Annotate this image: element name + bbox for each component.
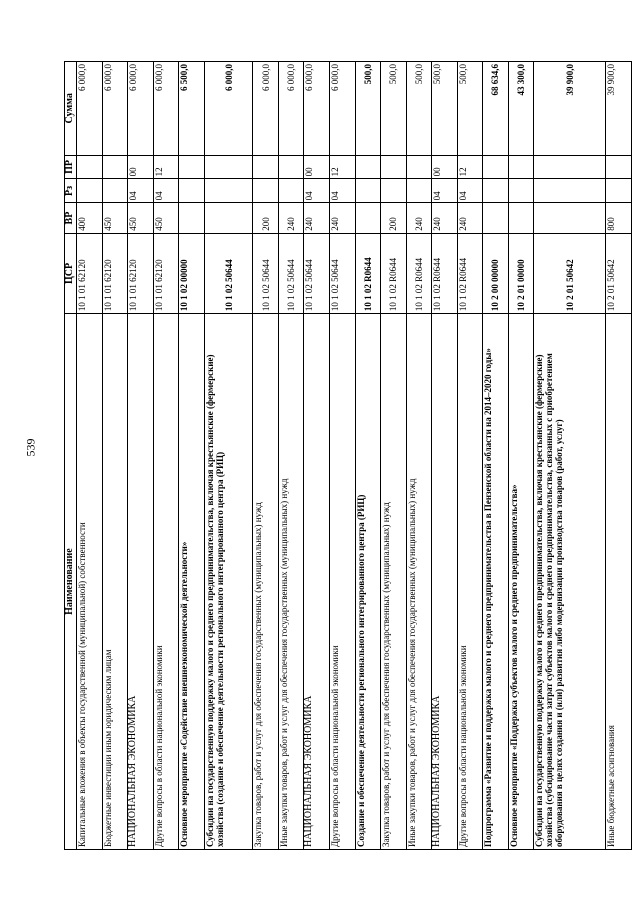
- cell-sum: 500,0: [406, 62, 432, 156]
- cell-csr: 10 1 01 62120: [102, 233, 128, 313]
- cell-sum: 6 000,0: [278, 62, 304, 156]
- cell-sum: 6 000,0: [304, 62, 330, 156]
- cell-pr: [508, 155, 534, 179]
- cell-csr: 10 1 02 R0644: [432, 233, 458, 313]
- cell-rz: [534, 179, 606, 203]
- cell-name: Другие вопросы в области национальной экономики: [330, 314, 356, 850]
- table-row: [204, 62, 253, 850]
- cell-sum: 6 000,0: [102, 62, 128, 156]
- cell-vr: 450: [128, 203, 154, 233]
- cell-vr: [508, 203, 534, 233]
- cell-sum: 6 500,0: [179, 62, 205, 156]
- cell-csr: 10 1 02 50644: [253, 233, 279, 313]
- cell-vr: 240: [457, 203, 483, 233]
- cell-rz: 04: [153, 179, 179, 203]
- cell-csr: 10 1 02 50644: [304, 233, 330, 313]
- cell-pr: [253, 155, 279, 179]
- header-name: Наименование: [65, 314, 77, 850]
- table-row: [102, 62, 128, 850]
- cell-vr: 240: [432, 203, 458, 233]
- cell-vr: 240: [406, 203, 432, 233]
- table-row: [253, 62, 279, 850]
- budget-table: [64, 61, 632, 850]
- cell-csr: 10 1 01 62120: [128, 233, 154, 313]
- cell-rz: [381, 179, 407, 203]
- cell-rz: [253, 179, 279, 203]
- cell-pr: [534, 155, 606, 179]
- header-csr: ЦСР: [65, 233, 77, 313]
- cell-rz: 04: [432, 179, 458, 203]
- cell-name: Подпрограмма «Развитие и поддержка малого и среднего предпринимательства в Пензенской области на 2014–2020 годы»: [483, 314, 509, 850]
- cell-name: Закупка товаров, работ и услуг для обеспечения государственных (муниципальных) нужд: [253, 314, 279, 850]
- cell-name: Иные закупки товаров, работ и услуг для обеспечения государственных (муниципальных) нужд: [406, 314, 432, 850]
- cell-sum: 6 000,0: [330, 62, 356, 156]
- cell-csr: 10 1 02 00000: [179, 233, 205, 313]
- table-row: [128, 62, 154, 850]
- cell-rz: [278, 179, 304, 203]
- cell-vr: [534, 203, 606, 233]
- cell-name: НАЦИОНАЛЬНАЯ ЭКОНОМИКА: [304, 314, 330, 850]
- cell-pr: [355, 155, 381, 179]
- cell-rz: [606, 179, 632, 203]
- cell-vr: 800: [606, 203, 632, 233]
- cell-name: Другие вопросы в области национальной экономики: [457, 314, 483, 850]
- cell-pr: 00: [128, 155, 154, 179]
- cell-pr: 00: [304, 155, 330, 179]
- cell-vr: 400: [77, 203, 103, 233]
- cell-pr: [483, 155, 509, 179]
- cell-sum: 68 634,6: [483, 62, 509, 156]
- cell-name: Иные закупки товаров, работ и услуг для обеспечения государственных (муниципальных) нужд: [278, 314, 304, 850]
- table-row: [153, 62, 179, 850]
- cell-sum: 500,0: [355, 62, 381, 156]
- header-pr: ПР: [65, 155, 77, 179]
- table-row: [355, 62, 381, 850]
- header-rz: Рз: [65, 179, 77, 203]
- cell-vr: 240: [304, 203, 330, 233]
- cell-vr: [204, 203, 253, 233]
- cell-rz: [179, 179, 205, 203]
- cell-csr: 10 2 01 50642: [534, 233, 606, 313]
- cell-csr: 10 1 02 R0644: [381, 233, 407, 313]
- cell-pr: [179, 155, 205, 179]
- cell-vr: 450: [102, 203, 128, 233]
- cell-rz: 04: [128, 179, 154, 203]
- cell-csr: 10 2 00 00000: [483, 233, 509, 313]
- cell-pr: [278, 155, 304, 179]
- cell-pr: 12: [457, 155, 483, 179]
- cell-csr: 10 1 02 50644: [330, 233, 356, 313]
- cell-name: Основное мероприятие «Содействие внешнеэкономической деятельности»: [179, 314, 205, 850]
- cell-csr: 10 2 01 50642: [606, 233, 632, 313]
- cell-rz: 04: [457, 179, 483, 203]
- cell-name: НАЦИОНАЛЬНАЯ ЭКОНОМИКА: [432, 314, 458, 850]
- cell-name: Субсидии на государственную поддержку малого и среднего предпринимательства, включая крестьянские (фермерские) хозяйства (создание и обеспечение деятельности регионального интегрированного центра (РИЦ): [204, 314, 253, 850]
- cell-name: НАЦИОНАЛЬНАЯ ЭКОНОМИКА: [128, 314, 154, 850]
- cell-vr: 200: [253, 203, 279, 233]
- header-vr: ВР: [65, 203, 77, 233]
- cell-rz: [406, 179, 432, 203]
- cell-csr: 10 2 01 00000: [508, 233, 534, 313]
- cell-vr: 450: [153, 203, 179, 233]
- table-header-row: [65, 62, 77, 850]
- cell-pr: 00: [432, 155, 458, 179]
- cell-sum: 6 000,0: [253, 62, 279, 156]
- cell-pr: [204, 155, 253, 179]
- cell-vr: 200: [381, 203, 407, 233]
- cell-pr: [77, 155, 103, 179]
- cell-rz: [508, 179, 534, 203]
- page-number: 539: [23, 438, 38, 457]
- cell-vr: [355, 203, 381, 233]
- cell-csr: 10 1 02 50644: [278, 233, 304, 313]
- cell-sum: 6 000,0: [204, 62, 253, 156]
- cell-sum: 39 900,0: [606, 62, 632, 156]
- cell-csr: 10 1 02 R0644: [457, 233, 483, 313]
- cell-sum: 6 000,0: [153, 62, 179, 156]
- cell-rz: 04: [330, 179, 356, 203]
- table-row: [278, 62, 304, 850]
- cell-pr: 12: [330, 155, 356, 179]
- cell-csr: 10 1 01 62120: [153, 233, 179, 313]
- cell-sum: 500,0: [432, 62, 458, 156]
- cell-csr: 10 1 01 62120: [77, 233, 103, 313]
- cell-name: Иные бюджетные ассигнования: [606, 314, 632, 850]
- cell-sum: 6 000,0: [128, 62, 154, 156]
- cell-rz: [204, 179, 253, 203]
- cell-vr: 240: [330, 203, 356, 233]
- table-row: [508, 62, 534, 850]
- cell-name: Субсидии на государственную поддержку малого и среднего предпринимательства, включая крестьянские (фермерские) хозяйства (субсидирование части затрат субъектов малого и среднего предпринимательства, связанных с приобретением оборудования в целях создания и (или) развития либо модернизации производства товаров (работ, услуг): [534, 314, 606, 850]
- table-row: [606, 62, 632, 850]
- cell-rz: [77, 179, 103, 203]
- cell-pr: [102, 155, 128, 179]
- cell-name: Создание и обеспечение деятельности регионального интегрированного центра (РИЦ): [355, 314, 381, 850]
- cell-rz: 04: [304, 179, 330, 203]
- cell-pr: [406, 155, 432, 179]
- cell-sum: 6 000,0: [77, 62, 103, 156]
- table-row: [432, 62, 458, 850]
- cell-name: Основное мероприятие «Поддержка субъектов малого и среднего предпринимательства»: [508, 314, 534, 850]
- header-sum: Сумма: [65, 62, 77, 156]
- cell-pr: [381, 155, 407, 179]
- table-row: [457, 62, 483, 850]
- cell-rz: [355, 179, 381, 203]
- cell-pr: 12: [153, 155, 179, 179]
- cell-csr: 10 1 02 R0644: [406, 233, 432, 313]
- cell-vr: 240: [278, 203, 304, 233]
- cell-sum: 500,0: [457, 62, 483, 156]
- rotated-page: [64, 61, 632, 850]
- cell-vr: [179, 203, 205, 233]
- table-row: [77, 62, 103, 850]
- table-row: [304, 62, 330, 850]
- cell-csr: 10 1 02 50644: [204, 233, 253, 313]
- cell-name: Закупка товаров, работ и услуг для обеспечения государственных (муниципальных) нужд: [381, 314, 407, 850]
- table-row: [179, 62, 205, 850]
- table-row: [330, 62, 356, 850]
- cell-sum: 500,0: [381, 62, 407, 156]
- cell-name: Другие вопросы в области национальной экономики: [153, 314, 179, 850]
- table-row: [483, 62, 509, 850]
- table-body: [77, 62, 632, 850]
- cell-name: Капитальные вложения в объекты государственной (муниципальной) собственности: [77, 314, 103, 850]
- cell-vr: [483, 203, 509, 233]
- cell-name: Бюджетные инвестиции иным юридическим лицам: [102, 314, 128, 850]
- cell-sum: 39 900,0: [534, 62, 606, 156]
- table-row: [381, 62, 407, 850]
- table-row: [534, 62, 606, 850]
- cell-sum: 43 300,0: [508, 62, 534, 156]
- cell-rz: [483, 179, 509, 203]
- cell-rz: [102, 179, 128, 203]
- table-row: [406, 62, 432, 850]
- cell-pr: [606, 155, 632, 179]
- cell-csr: 10 1 02 R0644: [355, 233, 381, 313]
